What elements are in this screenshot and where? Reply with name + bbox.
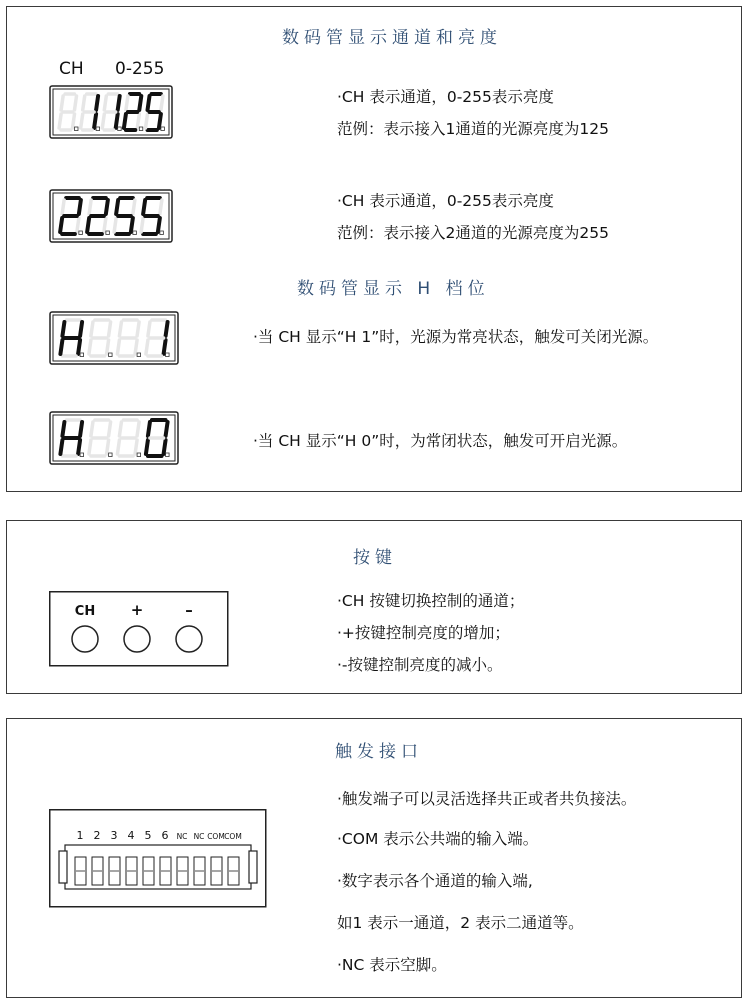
minus-key-button[interactable] bbox=[176, 626, 202, 652]
ch-key-button[interactable] bbox=[72, 626, 98, 652]
display-panel bbox=[6, 6, 742, 492]
display-section-title: 数码管显示通道和亮度 bbox=[282, 28, 502, 48]
terminal-label: 2 bbox=[93, 829, 101, 842]
ch-label: CH bbox=[59, 59, 84, 79]
seven-segment-display-h0 bbox=[49, 411, 179, 465]
key-panel-illustration bbox=[49, 591, 229, 667]
range-label: 0-255 bbox=[115, 59, 165, 79]
trigger-line-2: ·COM 表示公共端的输入端。 bbox=[337, 830, 539, 848]
buttons-section-title: 按键 bbox=[353, 548, 397, 568]
trigger-section-title: 触发接口 bbox=[335, 742, 423, 762]
key-label-ch: CH bbox=[74, 604, 96, 619]
seven-segment-display-h1 bbox=[49, 311, 179, 365]
terminal-label: NC bbox=[193, 832, 205, 841]
h1-description: ·当 CH 显示“H 1”时，光源为常亮状态，触发可关闭光源。 bbox=[253, 328, 659, 346]
terminal-label: 1 bbox=[76, 829, 84, 842]
trigger-line-4: 如1 表示一通道，2 表示二通道等。 bbox=[337, 914, 584, 932]
example-2-line-2: 范例：表示接入2通道的光源亮度为255 bbox=[337, 224, 609, 242]
example-2-line-1: ·CH 表示通道，0-255表示亮度 bbox=[337, 192, 554, 210]
h-section-title: 数码管显示 H 档位 bbox=[297, 279, 490, 299]
terminal-label: 5 bbox=[144, 829, 152, 842]
buttons-panel bbox=[6, 520, 742, 694]
seven-segment-display-example-2 bbox=[49, 189, 173, 243]
trigger-line-1: ·触发端子可以灵活选择共正或者共负接法。 bbox=[337, 790, 637, 808]
example-1-line-1: ·CH 表示通道，0-255表示亮度 bbox=[337, 88, 554, 106]
button-line-1: ·CH 按键切换控制的通道； bbox=[337, 592, 525, 610]
button-line-2: ·+按键控制亮度的增加； bbox=[337, 624, 510, 642]
h0-description: ·当 CH 显示“H 0”时，为常闭状态，触发可开启光源。 bbox=[253, 432, 628, 450]
trigger-panel bbox=[6, 718, 742, 998]
button-line-3: ·-按键控制亮度的减小。 bbox=[337, 656, 503, 674]
key-label-plus: + bbox=[130, 601, 144, 619]
example-1-line-2: 范例：表示接入1通道的光源亮度为125 bbox=[337, 120, 609, 138]
trigger-line-5: ·NC 表示空脚。 bbox=[337, 956, 447, 974]
terminal-block-illustration bbox=[49, 809, 267, 909]
terminal-label: COM bbox=[207, 832, 225, 841]
seven-segment-display-example-1 bbox=[49, 85, 173, 139]
terminal-label: 6 bbox=[161, 829, 169, 842]
key-label-minus: – bbox=[185, 601, 193, 619]
trigger-line-3: ·数字表示各个通道的输入端, bbox=[337, 872, 533, 890]
terminal-label: 4 bbox=[127, 829, 135, 842]
terminal-label: 3 bbox=[110, 829, 118, 842]
terminal-label: NC bbox=[176, 832, 188, 841]
plus-key-button[interactable] bbox=[124, 626, 150, 652]
terminal-label: COM bbox=[224, 832, 242, 841]
